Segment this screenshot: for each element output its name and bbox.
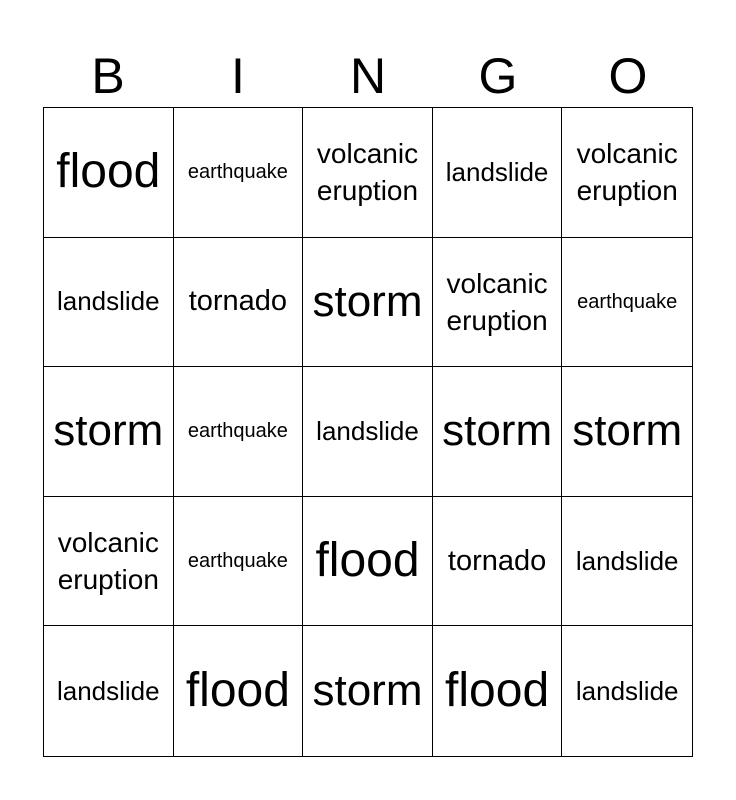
cell-text: landslide	[56, 675, 160, 706]
cell-text: tornado	[188, 285, 288, 318]
bingo-cell[interactable]	[303, 367, 433, 497]
cell-text: flood	[445, 663, 550, 717]
cell-text: earthquake	[187, 420, 288, 443]
cell-text: landslide	[56, 286, 160, 317]
cell-text: earthquake	[187, 550, 288, 573]
bingo-cell[interactable]	[44, 367, 174, 497]
cell-text: flood	[56, 144, 161, 198]
bingo-cell[interactable]	[562, 238, 692, 368]
cell-text: landslide	[316, 415, 419, 446]
cell-text: earthquake	[577, 290, 678, 313]
cell-text: flood	[185, 663, 290, 717]
header-letter-o: O	[608, 48, 648, 104]
cell-text: earthquake	[187, 161, 288, 184]
bingo-cell[interactable]	[44, 238, 174, 368]
bingo-cell[interactable]	[174, 367, 304, 497]
bingo-cell[interactable]	[44, 497, 174, 627]
bingo-cell[interactable]	[44, 108, 174, 238]
cell-text: flood	[315, 533, 420, 587]
cell-text: storm	[312, 276, 423, 326]
cell-text: storm	[442, 406, 553, 456]
header-letter-n: N	[349, 48, 387, 104]
bingo-cell[interactable]	[562, 626, 692, 756]
header-letter-i: I	[231, 48, 245, 104]
header-letter-b: B	[91, 48, 125, 104]
cell-text: landslide	[575, 675, 679, 706]
bingo-cell[interactable]	[433, 238, 563, 368]
bingo-cell[interactable]	[303, 626, 433, 756]
bingo-cell[interactable]	[433, 626, 563, 756]
cell-text: storm	[53, 406, 164, 456]
bingo-cell[interactable]	[44, 626, 174, 756]
cell-text: volcanic eruption	[576, 138, 678, 207]
cell-text: storm	[572, 406, 683, 456]
bingo-header	[43, 44, 693, 108]
bingo-cell[interactable]	[174, 626, 304, 756]
bingo-cell[interactable]	[562, 497, 692, 627]
bingo-cell[interactable]	[303, 238, 433, 368]
cell-text: volcanic eruption	[57, 526, 159, 596]
cell-text: storm	[312, 666, 423, 715]
header-letter-g: G	[478, 48, 518, 104]
bingo-cell[interactable]	[303, 497, 433, 627]
bingo-board	[43, 107, 693, 757]
cell-text: landslide	[445, 156, 549, 187]
cell-text: landslide	[575, 545, 679, 576]
bingo-cell[interactable]	[433, 497, 563, 627]
bingo-cell[interactable]	[174, 238, 304, 368]
bingo-cell[interactable]	[174, 497, 304, 627]
bingo-cell[interactable]	[562, 108, 692, 238]
bingo-cell[interactable]	[174, 108, 304, 238]
cell-text: volcanic eruption	[446, 267, 548, 336]
cell-text: tornado	[447, 544, 547, 577]
bingo-cell[interactable]	[433, 108, 563, 238]
bingo-cell[interactable]	[433, 367, 563, 497]
cell-text: volcanic eruption	[316, 138, 419, 207]
bingo-cell[interactable]	[303, 108, 433, 238]
bingo-cell[interactable]	[562, 367, 692, 497]
